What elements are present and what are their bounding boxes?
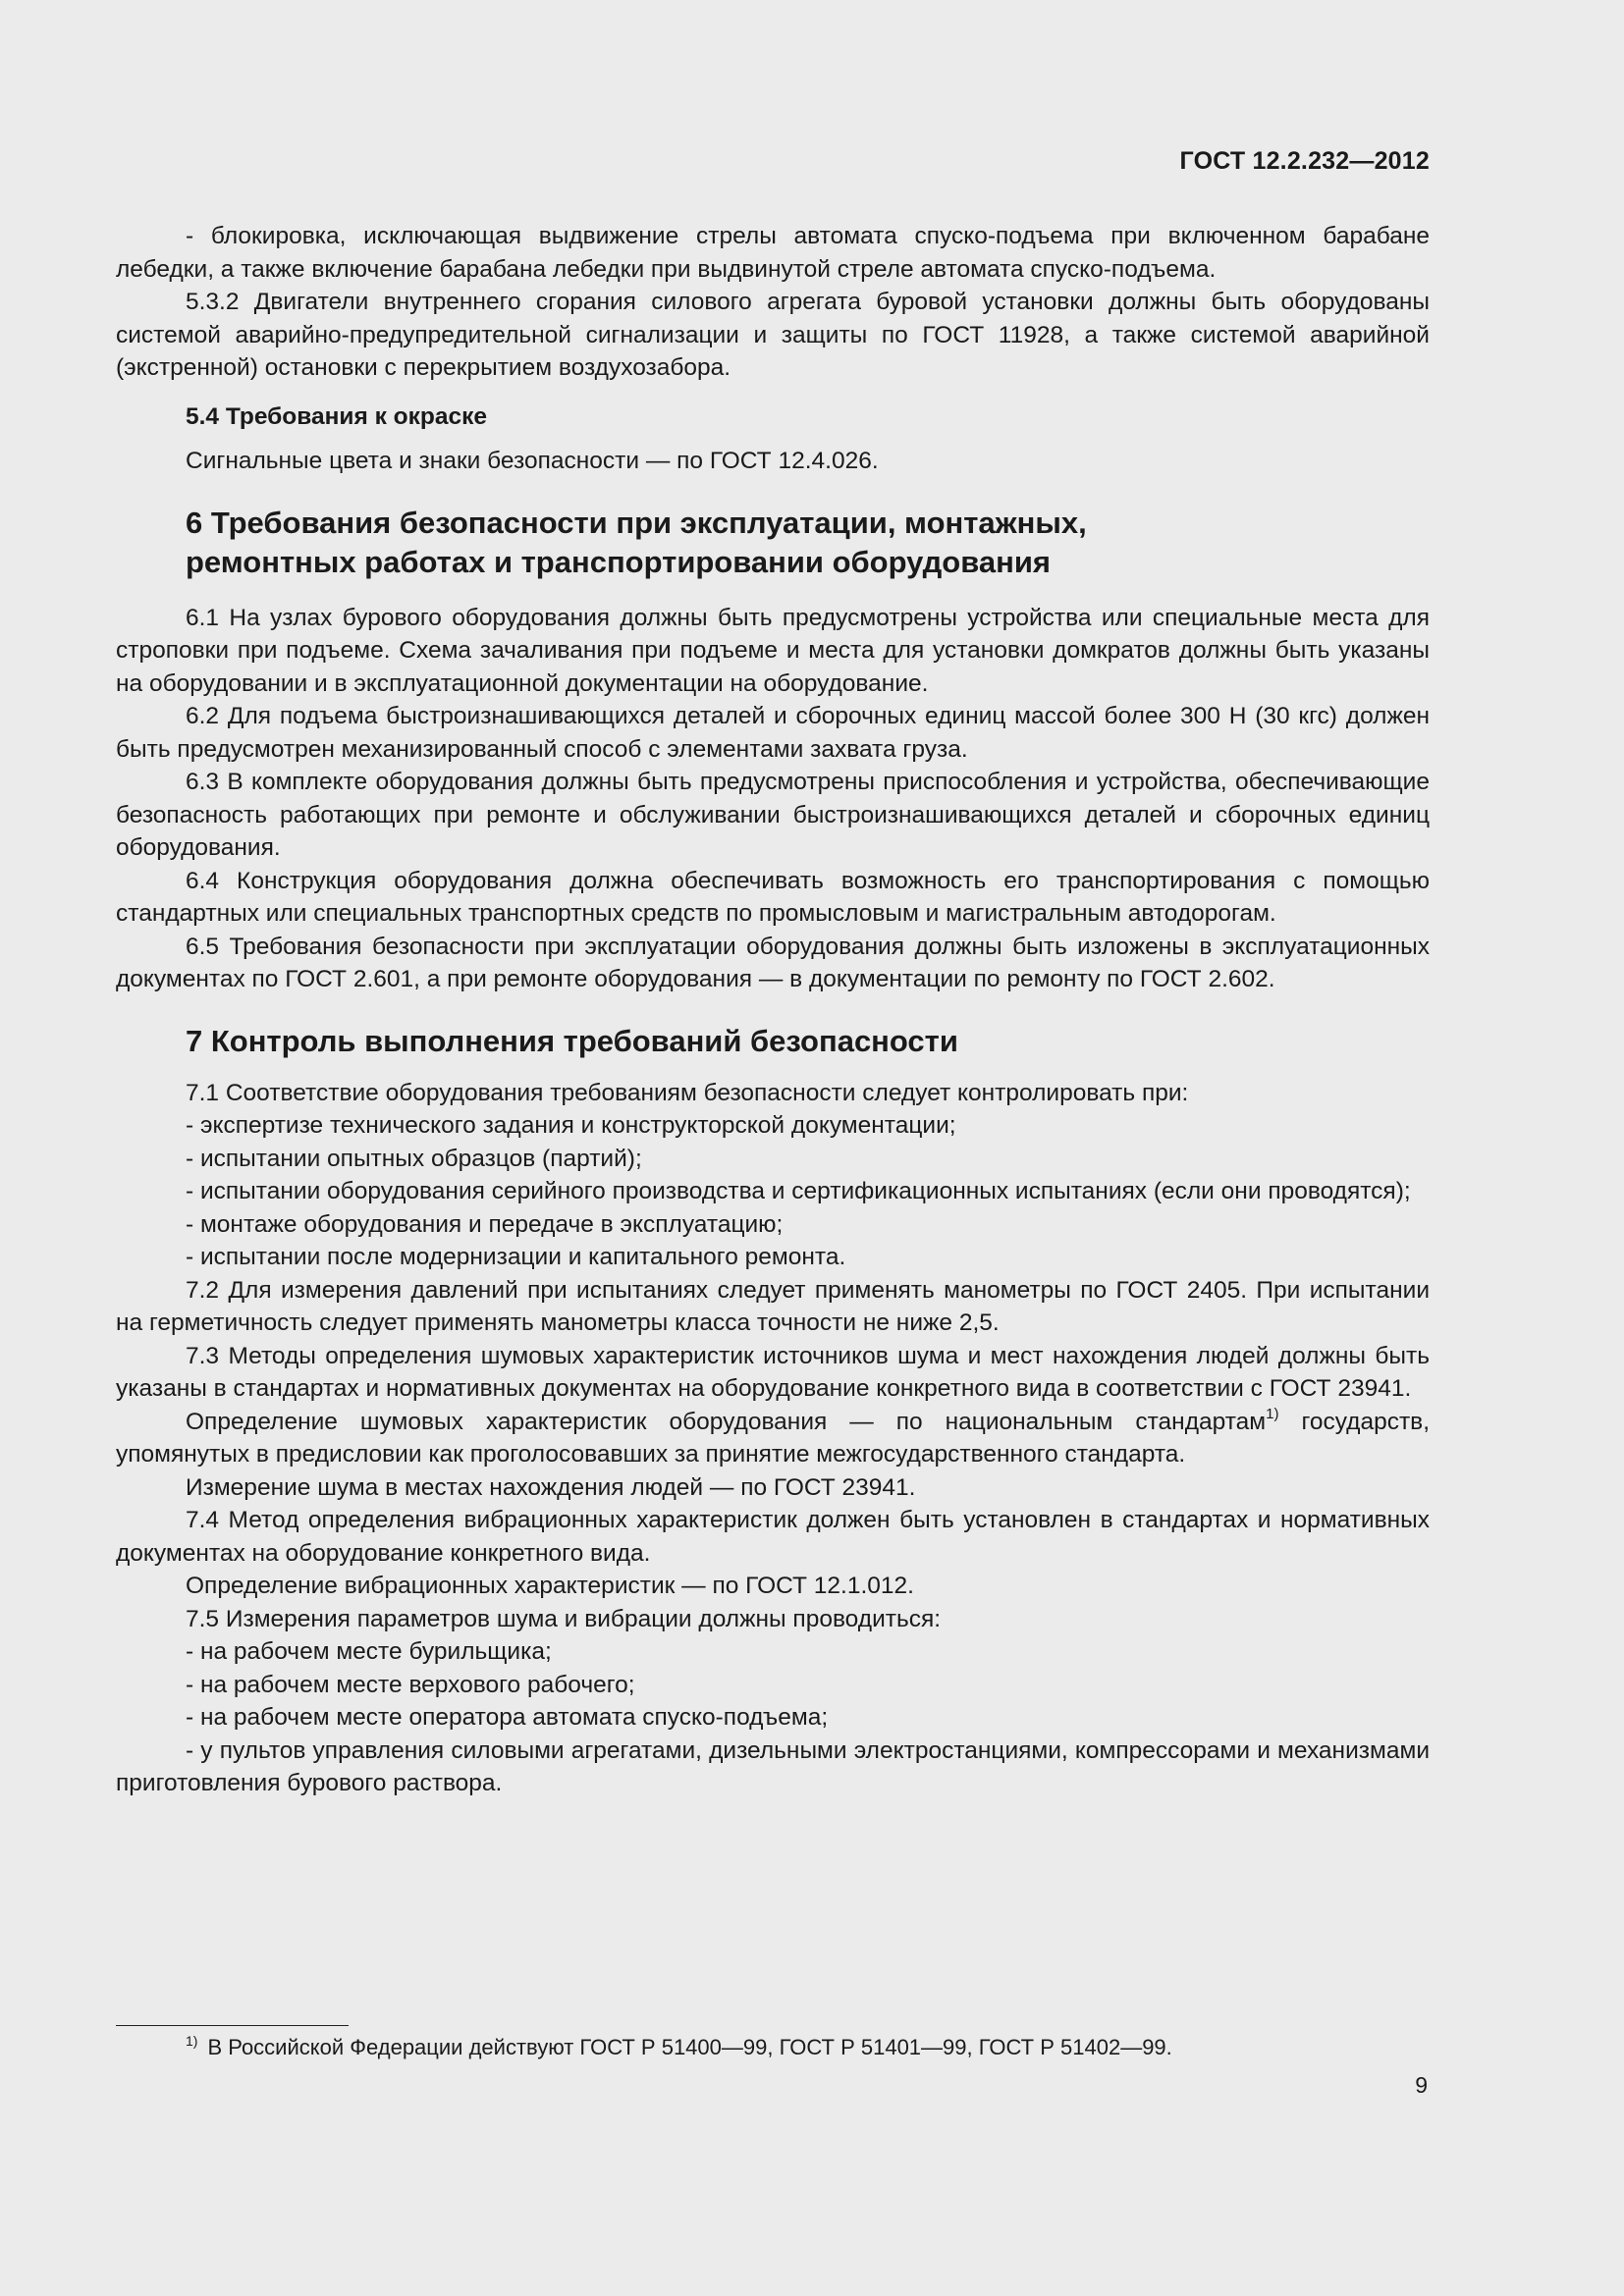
footnote-ref[interactable]: 1) — [1266, 1405, 1279, 1422]
list-item: - у пультов управления силовыми агрегатами, дизельными электростанциями, компрессорами и механизмами приготовления бурового раствора. — [116, 1736, 1430, 1796]
paragraph: 6.1 На узлах бурового оборудования должны быть предусмотрены устройства или специальные места для строповки при подъеме. Схема зачаливания при подъеме и места для установки домкратов должны быть указаны на оборудовании и в эксплуатационной документации на оборудование. — [116, 604, 1430, 697]
list-item: - на рабочем месте бурильщика; — [186, 1638, 552, 1665]
subsection-heading: 5.4 Требования к окраске — [186, 402, 487, 430]
paragraph: Определение вибрационных характеристик — по ГОСТ 12.1.012. — [186, 1573, 914, 1599]
paragraph-text: государств, упомянутых в предисловии как проголосовавших за принятие межгосударственного стандарта. — [116, 1408, 1431, 1468]
list-item: - на рабочем месте верхового рабочего; — [186, 1671, 635, 1698]
paragraph: 7.4 Метод определения вибрационных характеристик должен быть установлен в стандартах и нормативных документах на оборудование конкретного вида. — [116, 1507, 1430, 1567]
paragraph-text: Определение шумовых характеристик оборудования — по национальным стандартам — [186, 1408, 1267, 1435]
section-heading-line: 6 Требования безопасности при эксплуатации, монтажных, — [186, 505, 1087, 540]
paragraph: 7.1 Соответствие оборудования требованиям безопасности следует контролировать при: — [186, 1079, 1189, 1106]
footnote-divider — [116, 2025, 349, 2026]
footnote-marker: 1) — [186, 2033, 198, 2049]
page-body — [116, 220, 1430, 1800]
footnote — [186, 2033, 1172, 2062]
paragraph: Измерение шума в местах нахождения людей — по ГОСТ 23941. — [186, 1473, 916, 1501]
paragraph: - блокировка, исключающая выдвижение стрелы автомата спуско-подъема при включенном барабане лебедки, а также включение барабана лебедки при выдвинутой стреле автомата спуско-подъема. — [116, 223, 1430, 283]
paragraph: 7.3 Методы определения шумовых характеристик источников шума и мест нахождения людей должны быть указаны в стандартах и нормативных документах на оборудование конкретного вида в соответствии с ГОСТ 23941. — [116, 1342, 1430, 1402]
paragraph: 5.3.2 Двигатели внутреннего сгорания силового агрегата буровой установки должны быть оборудованы системой аварийно-предупредительной сигнализации и защиты по ГОСТ 11928, а также системой аварийной (экстренной) остановки с перекрытием воздухозабора. — [116, 289, 1430, 381]
paragraph: 6.3 В комплекте оборудования должны быть предусмотрены приспособления и устройства, обеспечивающие безопасность работающих при ремонте и обслуживании быстроизнашивающихся деталей и сборочных единиц оборудования. — [116, 769, 1430, 861]
paragraph: 7.5 Измерения параметров шума и вибрации должны проводиться: — [186, 1605, 942, 1632]
list-item: - испытании опытных образцов (партий); — [186, 1145, 642, 1172]
paragraph: Сигнальные цвета и знаки безопасности — по ГОСТ 12.4.026. — [186, 448, 879, 474]
paragraph: 6.5 Требования безопасности при эксплуатации оборудования должны быть изложены в эксплуатационных документах по ГОСТ 2.601, а при ремонте оборудования — в документации по ремонту по ГОСТ 2.602. — [116, 933, 1430, 992]
standard-designation: ГОСТ 12.2.232—2012 — [1179, 147, 1430, 175]
page-number: 9 — [1415, 2072, 1428, 2098]
footnote-text: В Российской Федерации действуют ГОСТ Р 51400—99, ГОСТ Р 51401—99, ГОСТ Р 51402—99. — [207, 2035, 1172, 2059]
paragraph: 6.2 Для подъема быстроизнашивающихся деталей и сборочных единиц массой более 300 Н (30 кгс) должен быть предусмотрен механизированный способ с элементами захвата груза. — [116, 703, 1430, 763]
list-item: - экспертизе технического задания и конструкторской документации; — [186, 1112, 956, 1139]
list-item: - испытании оборудования серийного производства и сертификационных испытаниях (если они проводятся); — [186, 1178, 1411, 1204]
paragraph — [116, 1406, 1430, 1471]
list-item: - испытании после модернизации и капитального ремонта. — [186, 1244, 846, 1270]
paragraph: 6.4 Конструкция оборудования должна обеспечивать возможность его транспортирования с помощью стандартных или специальных транспортных средств по промысловым и магистральным автодорогам. — [116, 867, 1430, 927]
list-item: - на рабочем месте оператора автомата спуско-подъема; — [186, 1704, 829, 1731]
section-heading: 7 Контроль выполнения требований безопасности — [186, 1023, 958, 1058]
section-heading — [186, 504, 1430, 582]
paragraph: 7.2 Для измерения давлений при испытаниях следует применять манометры по ГОСТ 2405. При испытании на герметичность следует применять манометры класса точности не ниже 2,5. — [116, 1276, 1430, 1336]
list-item: - монтаже оборудования и передаче в эксплуатацию; — [186, 1210, 784, 1238]
section-heading-line: ремонтных работах и транспортировании оборудования — [186, 544, 1051, 579]
